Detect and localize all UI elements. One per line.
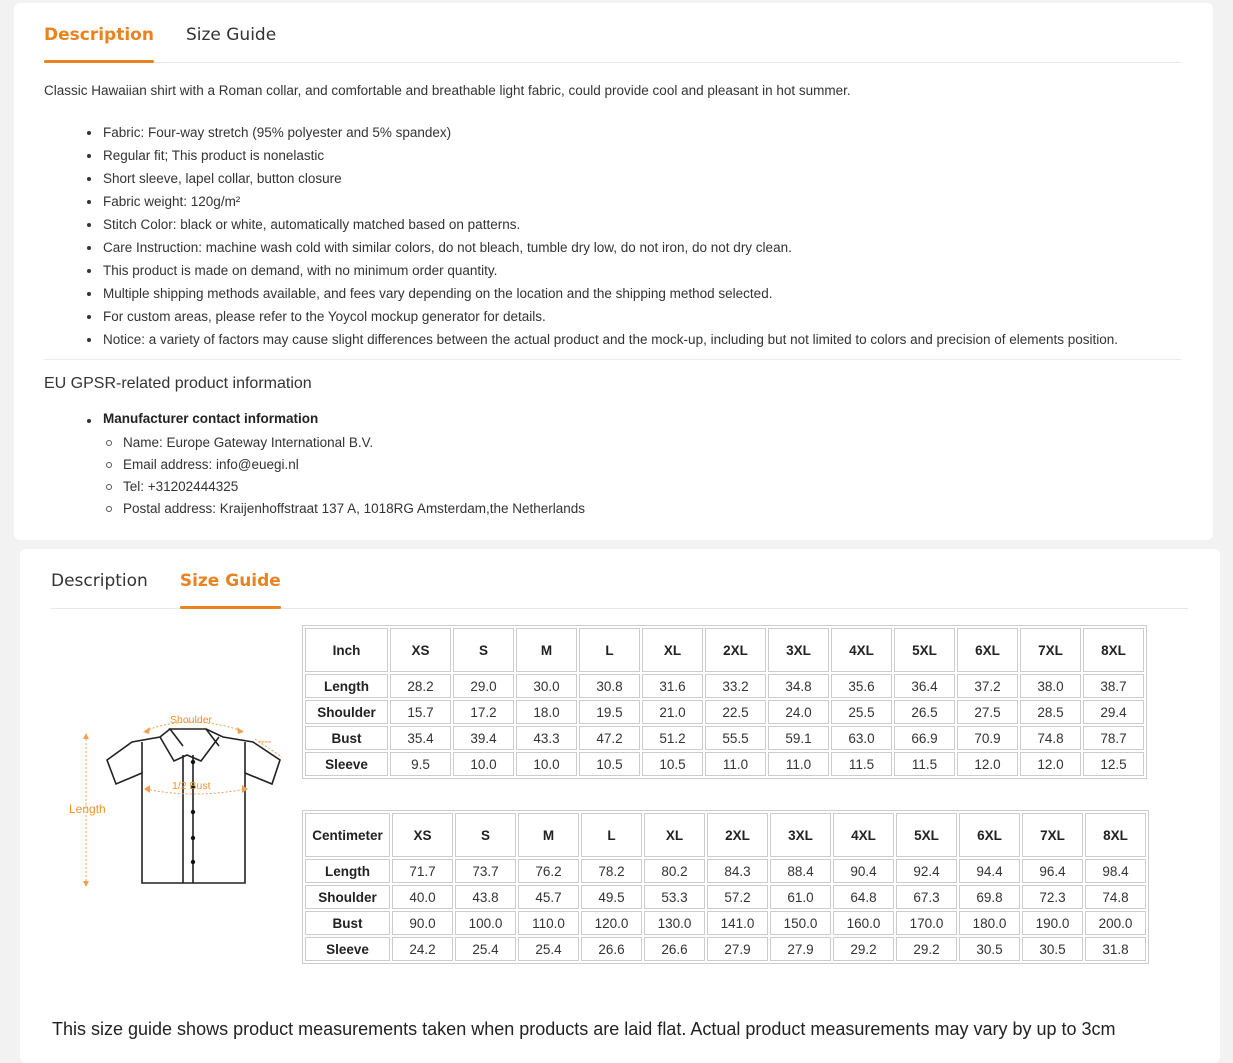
spec-item: Fabric: Four-way stretch (95% polyester and 5% spandex) [103, 123, 1118, 146]
measure-value: 40.0 [392, 885, 453, 909]
tab-description[interactable]: Description [44, 3, 154, 62]
spec-item: Multiple shipping methods available, and fees vary depending on the location and the shipping method selected. [103, 284, 1118, 307]
size-header: 8XL [1085, 813, 1146, 857]
measure-value: 12.5 [1083, 752, 1144, 776]
size-header: L [581, 813, 642, 857]
bust-label: 1/2 Bust [172, 780, 211, 792]
measure-label: Shoulder [305, 700, 388, 724]
spec-item: Notice: a variety of factors may cause slight differences between the actual product and the mock-up, including but not limited to colors and precision of elements position. [103, 330, 1118, 353]
size-header: S [453, 628, 514, 672]
shirt-icon [60, 699, 300, 899]
measure-value: 38.0 [1020, 674, 1081, 698]
size-guide-panel [20, 549, 1220, 1063]
size-header: 3XL [768, 628, 829, 672]
measure-value: 11.0 [768, 752, 829, 776]
measure-value: 21.0 [642, 700, 703, 724]
measurement-note: This size guide shows product measurements taken when products are laid flat. Actual product measurements may vary by up to 3cm [52, 1019, 1116, 1039]
measure-value: 12.0 [957, 752, 1018, 776]
spec-item: Regular fit; This product is nonelastic [103, 146, 1118, 169]
measure-value: 10.5 [579, 752, 640, 776]
shirt-measurement-diagram [60, 699, 300, 899]
table-row [305, 674, 1144, 698]
table-row [305, 752, 1144, 776]
measure-label: Length [305, 859, 390, 883]
contact-name: Name: Europe Gateway International B.V. [123, 433, 585, 455]
measure-value: 17.2 [453, 700, 514, 724]
measure-value: 12.0 [1020, 752, 1081, 776]
size-header: L [579, 628, 640, 672]
section-divider [44, 359, 1181, 360]
measure-value: 11.5 [831, 752, 892, 776]
measure-value: 90.4 [833, 859, 894, 883]
measure-value: 35.6 [831, 674, 892, 698]
measure-value: 29.2 [833, 937, 894, 961]
measure-value: 30.8 [579, 674, 640, 698]
contact-email: Email address: info@euegi.nl [123, 455, 585, 477]
measure-value: 24.0 [768, 700, 829, 724]
shoulder-label: Shoulder [170, 714, 213, 726]
size-header: 3XL [770, 813, 831, 857]
measure-value: 59.1 [768, 726, 829, 750]
measure-value: 29.0 [453, 674, 514, 698]
measure-value: 100.0 [455, 911, 516, 935]
measure-value: 31.6 [642, 674, 703, 698]
measure-value: 71.7 [392, 859, 453, 883]
spec-item: Care Instruction: machine wash cold with similar colors, do not bleach, tumble dry low, do not iron, do not dry clean. [103, 238, 1118, 261]
measure-value: 96.4 [1022, 859, 1083, 883]
size-header: M [516, 628, 577, 672]
unit-header: Centimeter [305, 813, 390, 857]
measure-value: 33.2 [705, 674, 766, 698]
measure-value: 29.4 [1083, 700, 1144, 724]
gpsr-heading: EU GPSR-related product information [44, 375, 312, 392]
measure-value: 73.7 [455, 859, 516, 883]
measure-value: 36.4 [894, 674, 955, 698]
measure-label: Length [305, 674, 388, 698]
measure-value: 24.2 [392, 937, 453, 961]
size-table-inch [302, 625, 1147, 779]
measure-value: 27.9 [707, 937, 768, 961]
measure-value: 200.0 [1085, 911, 1146, 935]
size-header: 2XL [705, 628, 766, 672]
tab-size-guide[interactable]: Size Guide [180, 549, 281, 608]
measure-value: 9.5 [390, 752, 451, 776]
measure-value: 78.2 [581, 859, 642, 883]
measure-value: 64.8 [833, 885, 894, 909]
size-header: M [518, 813, 579, 857]
size-header: 4XL [833, 813, 894, 857]
measure-value: 98.4 [1085, 859, 1146, 883]
size-header: 7XL [1020, 628, 1081, 672]
measure-value: 35.4 [390, 726, 451, 750]
measure-value: 26.6 [581, 937, 642, 961]
spec-item: This product is made on demand, with no minimum order quantity. [103, 261, 1118, 284]
sleeve-label: Sleeve [259, 739, 272, 744]
measure-value: 38.7 [1083, 674, 1144, 698]
tab-bar [51, 549, 1188, 609]
size-header: 8XL [1083, 628, 1144, 672]
measure-value: 30.5 [1022, 937, 1083, 961]
measure-value: 10.0 [453, 752, 514, 776]
size-table-cm [302, 810, 1149, 964]
tab-description[interactable]: Description [51, 571, 148, 591]
measure-value: 74.8 [1020, 726, 1081, 750]
measure-value: 53.3 [644, 885, 705, 909]
measure-value: 92.4 [896, 859, 957, 883]
measure-value: 84.3 [707, 859, 768, 883]
size-header: 6XL [957, 628, 1018, 672]
spec-item: Short sleeve, lapel collar, button closure [103, 169, 1118, 192]
table-header-row [305, 628, 1144, 672]
manufacturer-heading: Manufacturer contact information [103, 411, 319, 426]
size-header: 4XL [831, 628, 892, 672]
measure-value: 78.7 [1083, 726, 1144, 750]
measure-value: 34.8 [768, 674, 829, 698]
tab-size-guide[interactable]: Size Guide [185, 25, 277, 45]
contact-address: Postal address: Kraijenhoffstraat 137 A, 1018RG Amsterdam,the Netherlands [123, 499, 585, 521]
table-row [305, 700, 1144, 724]
measure-value: 31.8 [1085, 937, 1146, 961]
measure-value: 47.2 [579, 726, 640, 750]
size-header: XS [390, 628, 451, 672]
size-header: XL [642, 628, 703, 672]
table-row [305, 726, 1144, 750]
measure-value: 120.0 [581, 911, 642, 935]
measure-value: 72.3 [1022, 885, 1083, 909]
measure-value: 110.0 [518, 911, 579, 935]
measure-label: Bust [305, 911, 390, 935]
measure-value: 28.2 [390, 674, 451, 698]
measure-value: 18.0 [516, 700, 577, 724]
measure-value: 94.4 [959, 859, 1020, 883]
measure-value: 19.5 [579, 700, 640, 724]
measure-value: 25.4 [518, 937, 579, 961]
table-header-row [305, 813, 1146, 857]
size-header: 6XL [959, 813, 1020, 857]
measure-value: 10.0 [516, 752, 577, 776]
size-header: 7XL [1022, 813, 1083, 857]
measure-value: 67.3 [896, 885, 957, 909]
spec-item: For custom areas, please refer to the Yoycol mockup generator for details. [103, 307, 1118, 330]
measure-value: 90.0 [392, 911, 453, 935]
measure-value: 88.4 [770, 859, 831, 883]
measure-value: 29.2 [896, 937, 957, 961]
measure-value: 61.0 [770, 885, 831, 909]
measure-value: 15.7 [390, 700, 451, 724]
measure-value: 66.9 [894, 726, 955, 750]
size-header: XL [644, 813, 705, 857]
measure-value: 25.4 [455, 937, 516, 961]
measure-label: Bust [305, 726, 388, 750]
measure-value: 160.0 [833, 911, 894, 935]
measure-value: 141.0 [707, 911, 768, 935]
measure-value: 51.2 [642, 726, 703, 750]
measure-value: 30.5 [959, 937, 1020, 961]
spec-item: Stitch Color: black or white, automatically matched based on patterns. [103, 215, 1118, 238]
measure-value: 150.0 [770, 911, 831, 935]
table-row [305, 885, 1146, 909]
measure-value: 11.0 [705, 752, 766, 776]
measure-value: 26.6 [644, 937, 705, 961]
measure-value: 39.4 [453, 726, 514, 750]
table-row [305, 911, 1146, 935]
product-intro: Classic Hawaiian shirt with a Roman collar, and comfortable and breathable light fabric, could provide cool and pleasant in hot summer. [44, 83, 851, 98]
unit-header: Inch [305, 628, 388, 672]
measure-value: 180.0 [959, 911, 1020, 935]
measure-value: 28.5 [1020, 700, 1081, 724]
measure-label: Shoulder [305, 885, 390, 909]
measure-value: 43.3 [516, 726, 577, 750]
measure-value: 45.7 [518, 885, 579, 909]
measure-value: 49.5 [581, 885, 642, 909]
measure-value: 57.2 [707, 885, 768, 909]
measure-value: 10.5 [642, 752, 703, 776]
measure-value: 70.9 [957, 726, 1018, 750]
contact-tel: Tel: +31202444325 [123, 477, 585, 499]
size-header: 2XL [707, 813, 768, 857]
size-header: S [455, 813, 516, 857]
spec-list [103, 123, 1118, 353]
length-label: Length [69, 802, 106, 816]
size-header: XS [392, 813, 453, 857]
measure-value: 63.0 [831, 726, 892, 750]
measure-value: 11.5 [894, 752, 955, 776]
measure-value: 30.0 [516, 674, 577, 698]
measure-value: 74.8 [1085, 885, 1146, 909]
measure-value: 80.2 [644, 859, 705, 883]
measure-label: Sleeve [305, 937, 390, 961]
measure-value: 25.5 [831, 700, 892, 724]
measure-value: 69.8 [959, 885, 1020, 909]
table-row [305, 937, 1146, 961]
size-header: 5XL [894, 628, 955, 672]
measure-value: 27.9 [770, 937, 831, 961]
measure-value: 27.5 [957, 700, 1018, 724]
spec-item: Fabric weight: 120g/m² [103, 192, 1118, 215]
measure-value: 43.8 [455, 885, 516, 909]
measure-value: 76.2 [518, 859, 579, 883]
contact-list [123, 433, 585, 521]
measure-value: 130.0 [644, 911, 705, 935]
measure-value: 190.0 [1022, 911, 1083, 935]
table-row [305, 859, 1146, 883]
measure-value: 55.5 [705, 726, 766, 750]
measure-value: 170.0 [896, 911, 957, 935]
measure-value: 37.2 [957, 674, 1018, 698]
description-panel [14, 3, 1213, 540]
tab-bar [44, 3, 1181, 63]
measure-value: 22.5 [705, 700, 766, 724]
measure-label: Sleeve [305, 752, 388, 776]
measure-value: 26.5 [894, 700, 955, 724]
size-header: 5XL [896, 813, 957, 857]
